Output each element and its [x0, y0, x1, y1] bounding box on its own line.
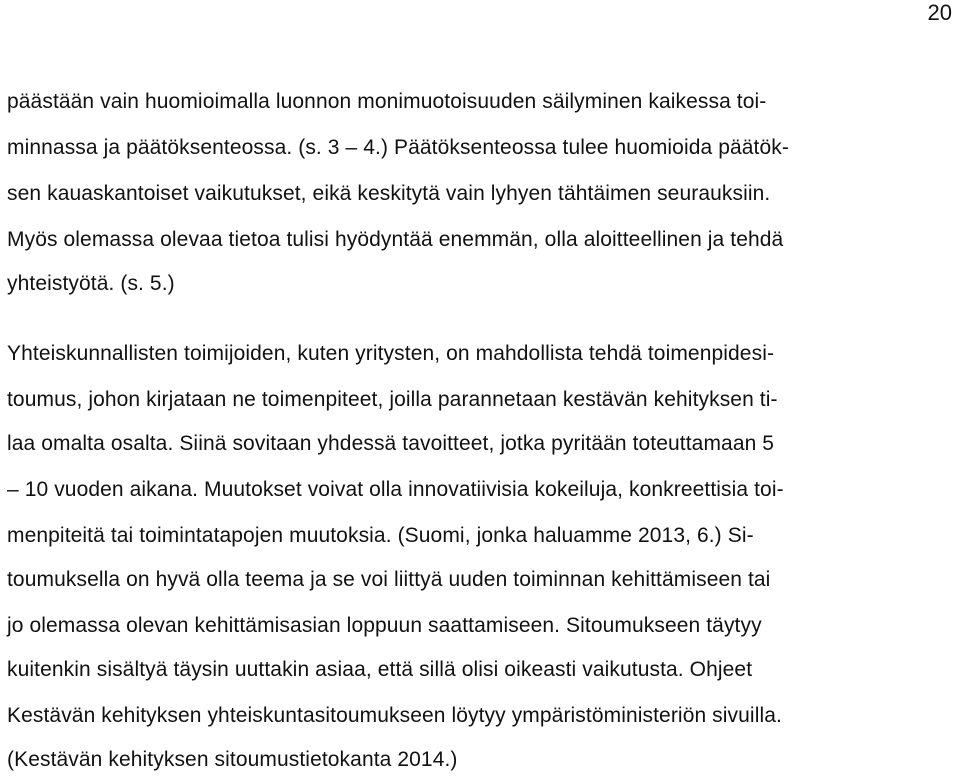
text-line: Yhteiskunnallisten toimijoiden, kuten yritysten, on mahdollista tehdä toimenpidesi-	[7, 342, 775, 365]
text-line: toumus, johon kirjataan ne toimenpiteet, joilla parannetaan kestävän kehityksen ti-	[7, 388, 778, 411]
text-line: (Kestävän kehityksen sitoumustietokanta 2014.)	[7, 748, 458, 771]
text-line: päästään vain huomioimalla luonnon monimuotoisuuden säilyminen kaikessa toi-	[7, 90, 767, 113]
text-line: sen kauaskantoiset vaikutukset, eikä keskitytä vain lyhyen tähtäimen seurauksiin.	[7, 182, 771, 205]
page-number: 20	[927, 0, 952, 25]
text-line: yhteistyötä. (s. 5.)	[7, 272, 175, 295]
text-line: toumuksella on hyvä olla teema ja se voi liittyä uuden toiminnan kehittämiseen tai	[7, 568, 771, 591]
text-line: menpiteitä tai toimintatapojen muutoksia. (Suomi, jonka haluamme 2013, 6.) Si-	[7, 524, 754, 547]
text-line: minnassa ja päätöksenteossa. (s. 3 – 4.) Päätöksenteossa tulee huomioida päätök-	[7, 136, 789, 159]
text-line: Myös olemassa olevaa tietoa tulisi hyödyntää enemmän, olla aloitteellinen ja tehdä	[7, 228, 784, 251]
text-line: laa omalta osalta. Siinä sovitaan yhdessä tavoitteet, jotka pyritään toteuttamaan 5	[7, 432, 775, 455]
text-line: kuitenkin sisältyä täysin uuttakin asiaa, että sillä olisi oikeasti vaikutusta. Ohjeet	[7, 658, 753, 681]
text-line: jo olemassa olevan kehittämisasian loppuun saattamiseen. Sitoumukseen täytyy	[7, 614, 762, 637]
text-line: Kestävän kehityksen yhteiskuntasitoumukseen löytyy ympäristöministeriön sivuilla.	[7, 704, 782, 727]
text-line: – 10 vuoden aikana. Muutokset voivat olla innovatiivisia kokeiluja, konkreettisia toi-	[7, 478, 784, 501]
